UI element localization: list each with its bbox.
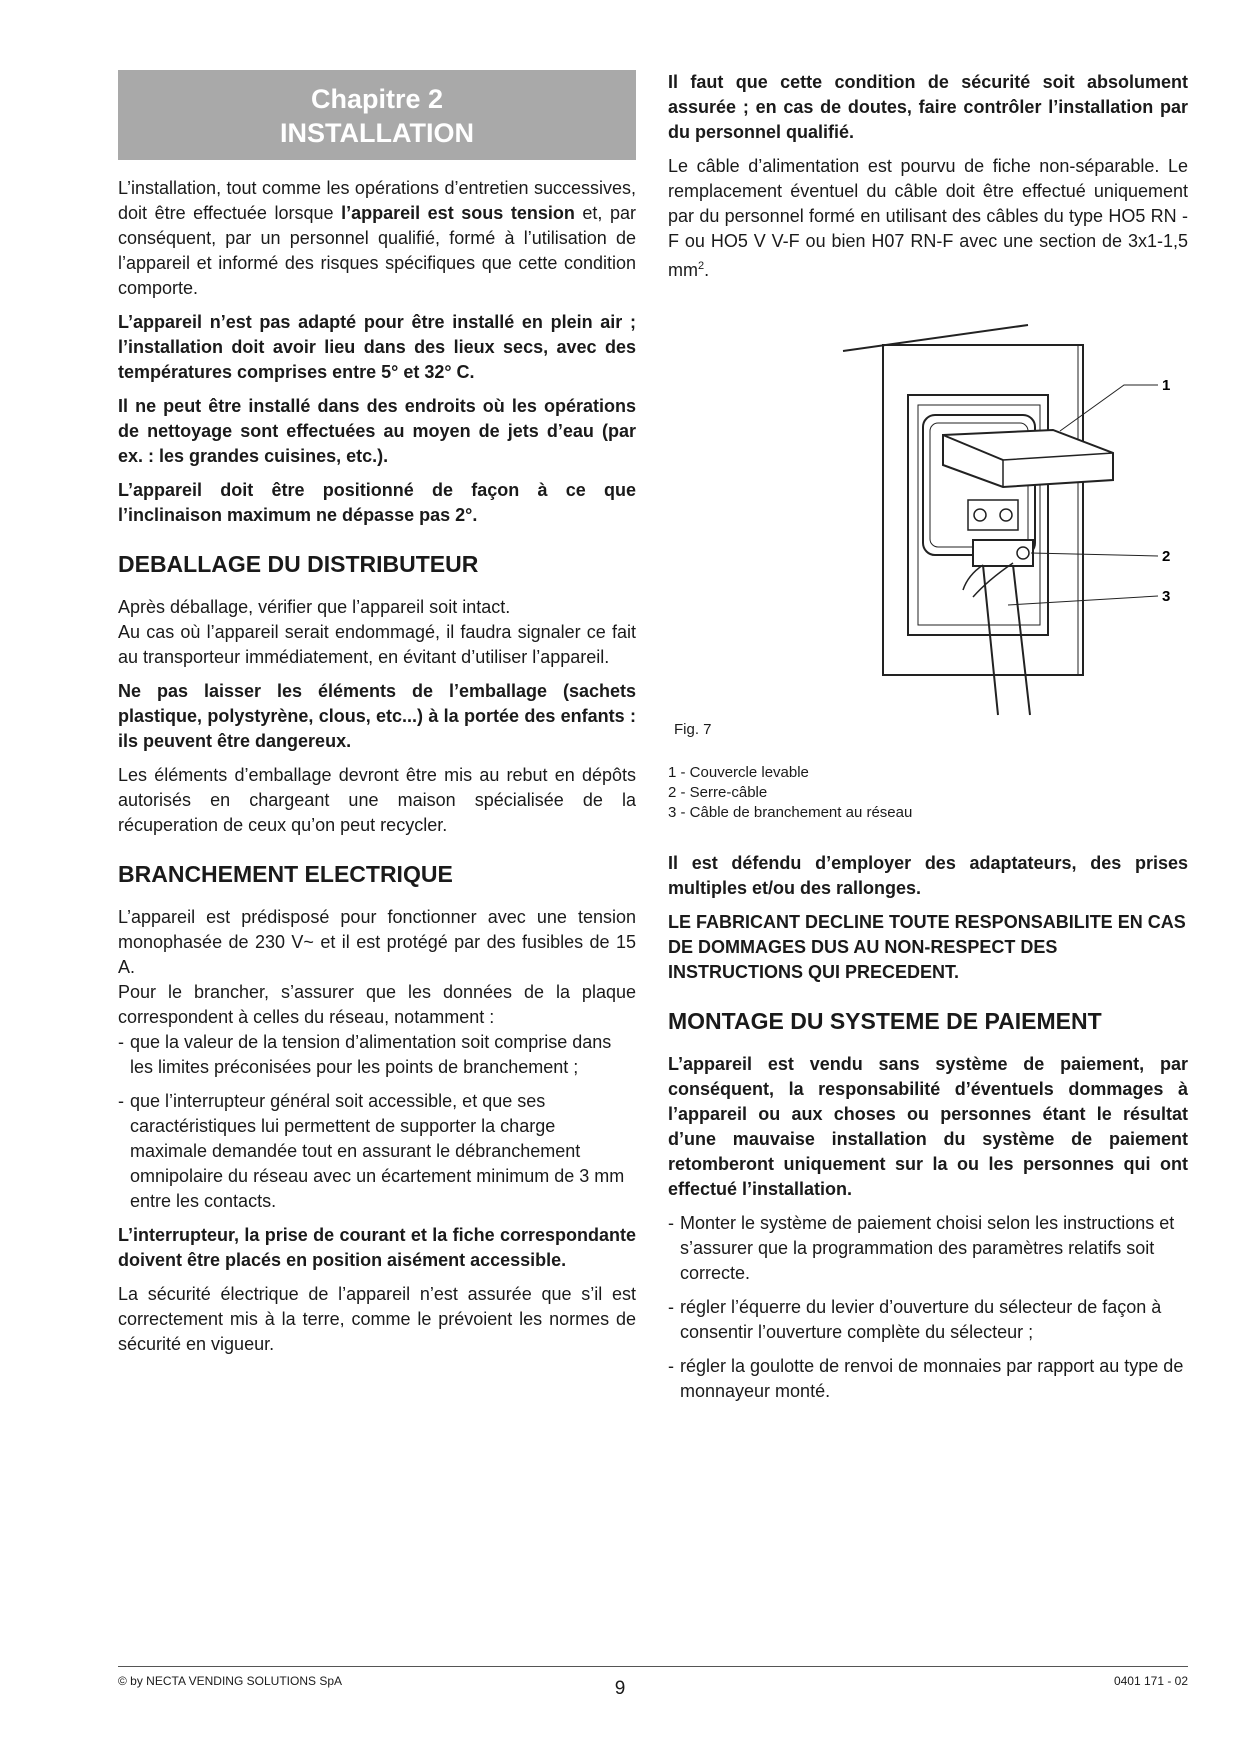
callout-3: 3 [1162,588,1171,605]
intro-paragraph-2: L’appareil n’est pas adapté pour être installé en plein air ; l’installation doit avoir lieu dans des lieux secs, avec des températures comprises entre 5° et 32° C. [118,312,636,382]
figure-legend [668,763,1188,823]
branchement-warning: L’interrupteur, la prise de courant et la fiche correspondante doivent être placés en position aisément accessible. [118,1225,636,1270]
montage-bullet-1: - Monter le système de paiement choisi selon les instructions et s’assurer que la programmation des paramètres relatifs soit correcte. [668,1213,1175,1283]
branchement-paragraph-4: La sécurité électrique de l’appareil n’est assurée que s’il est correctement mis à la terre, comme le prévoient les normes de sécurité en vigueur. [118,1284,636,1354]
intro-paragraph-3: Il ne peut être installé dans des endroits où les opérations de nettoyage sont effectuées au moyen de jets d’eau (par ex. : les grandes cuisines, etc.). [118,396,636,466]
callout-2: 2 [1162,548,1171,565]
figure-7 [668,305,1188,738]
adapter-warning: Il est défendu d’employer des adaptateurs, des prises multiples et/ou des rallonges. [668,853,1188,898]
document-code: 0401 171 - 02 [1113,1674,1188,1688]
deballage-paragraph-1: Après déballage, vérifier que l’appareil soit intact. [118,597,511,617]
legend-item: 3 - Câble de branchement au réseau [668,804,913,821]
legend-item: 2 - Serre-câble [668,784,768,801]
figure-label: Fig. 7 [674,721,712,738]
footer-copyright: © by NECTA VENDING SOLUTIONS SpA [118,1674,343,1688]
socket-illustration [668,305,1188,725]
deballage-paragraph-4: Les éléments d’emballage devront être mis au rebut en dépôts autorisés en chargeant une maison spécialisée de la récuperation de ceux qu’on peut recycler. [118,765,636,835]
chapter-title: INSTALLATION [280,118,474,148]
intro-paragraph-4: L’appareil doit être positionné de façon à ce que l’inclinaison maximum ne dépasse pas 2°. [118,480,636,525]
branchement-bullet-1: - que la valeur de la tension d’alimentation soit comprise dans les limites préconisées pour les points de branchement ; [118,1032,612,1077]
montage-bullet-3: - régler la goulotte de renvoi de monnaies par rapport au type de monnayeur monté. [668,1356,1184,1401]
montage-bullet-2: - régler l’équerre du levier d’ouverture du sélecteur de façon à consentir l’ouverture complète du sélecteur ; [668,1297,1162,1342]
safety-paragraph: Il faut que cette condition de sécurité soit absolument assurée ; en cas de doutes, faire contrôler l’installation par du personnel qualifié. [668,72,1188,142]
callout-1: 1 [1162,377,1171,394]
right-column [668,70,1188,1413]
section-heading-montage: MONTAGE DU SYSTEME DE PAIEMENT [668,1008,1102,1034]
left-column [118,70,636,1366]
branchement-bullet-2: - que l’interrupteur général soit accessible, et que ses caractéristiques lui permettent de supporter la charge maximale demandée tout en assurant le débranchement omnipolaire du réseau avec un écartement minimum de 3 mm entre les contacts. [118,1091,625,1211]
deballage-warning: Ne pas laisser les éléments de l’emballage (sachets plastique, polystyrène, clous, etc...) à la portée des enfants : ils peuvent être dangereux. [118,681,636,751]
intro-paragraph-1: L’installation, tout comme les opérations d’entretien successives, doit être effectuée lorsque l’appareil est sous tension et, par conséquent, par un personnel qualifié, formé à l’utilisation de l’appareil et informé des risques spécifiques que cette condition comporte. [118,178,637,298]
chapter-number: Chapitre 2 [310,84,444,114]
deballage-paragraph-2: Au cas où l’appareil serait endommagé, il faudra signaler ce fait au transporteur immédiatement, en évitant d’utiliser l’appareil. [118,622,636,667]
branchement-paragraph-2: Pour le brancher, s’assurer que les données de la plaque correspondent à celles du réseau, notamment : [118,982,636,1027]
section-heading-branchement: BRANCHEMENT ELECTRIQUE [118,861,453,887]
footer-divider [118,1666,1188,1667]
page-number: 9 [614,1678,626,1699]
section-heading-deballage: DEBALLAGE DU DISTRIBUTEUR [118,551,479,577]
liability-warning: LE FABRICANT DECLINE TOUTE RESPONSABILITE EN CAS DE DOMMAGES DUS AU NON-RESPECT DES INSTRUCTIONS QUI PRECEDENT. [668,912,1186,982]
montage-paragraph: L’appareil est vendu sans système de paiement, par conséquent, la responsabilité d’éventuels dommages à l’appareil ou aux choses ou personnes étant le résultat d’une mauvaise installation du système de paiement retomberont uniquement sur la ou les personnes qui ont effectué l’installation. [668,1054,1188,1199]
branchement-paragraph-1: L’appareil est prédisposé pour fonctionner avec une tension monophasée de 230 V~ et il est protégé par des fusibles de 15 A. [118,907,636,977]
cable-paragraph: Le câble d’alimentation est pourvu de fiche non-séparable. Le remplacement éventuel du câble doit être effectué uniquement par du personnel formé en utilisant des câbles du type HO5 RN - F ou HO5 V V-F ou bien H07 RN-F avec une section de 3x1-1,5 $mm^2$. [668,156,1188,280]
chapter-heading [118,70,636,160]
legend-item: 1 - Couvercle levable [668,764,809,781]
